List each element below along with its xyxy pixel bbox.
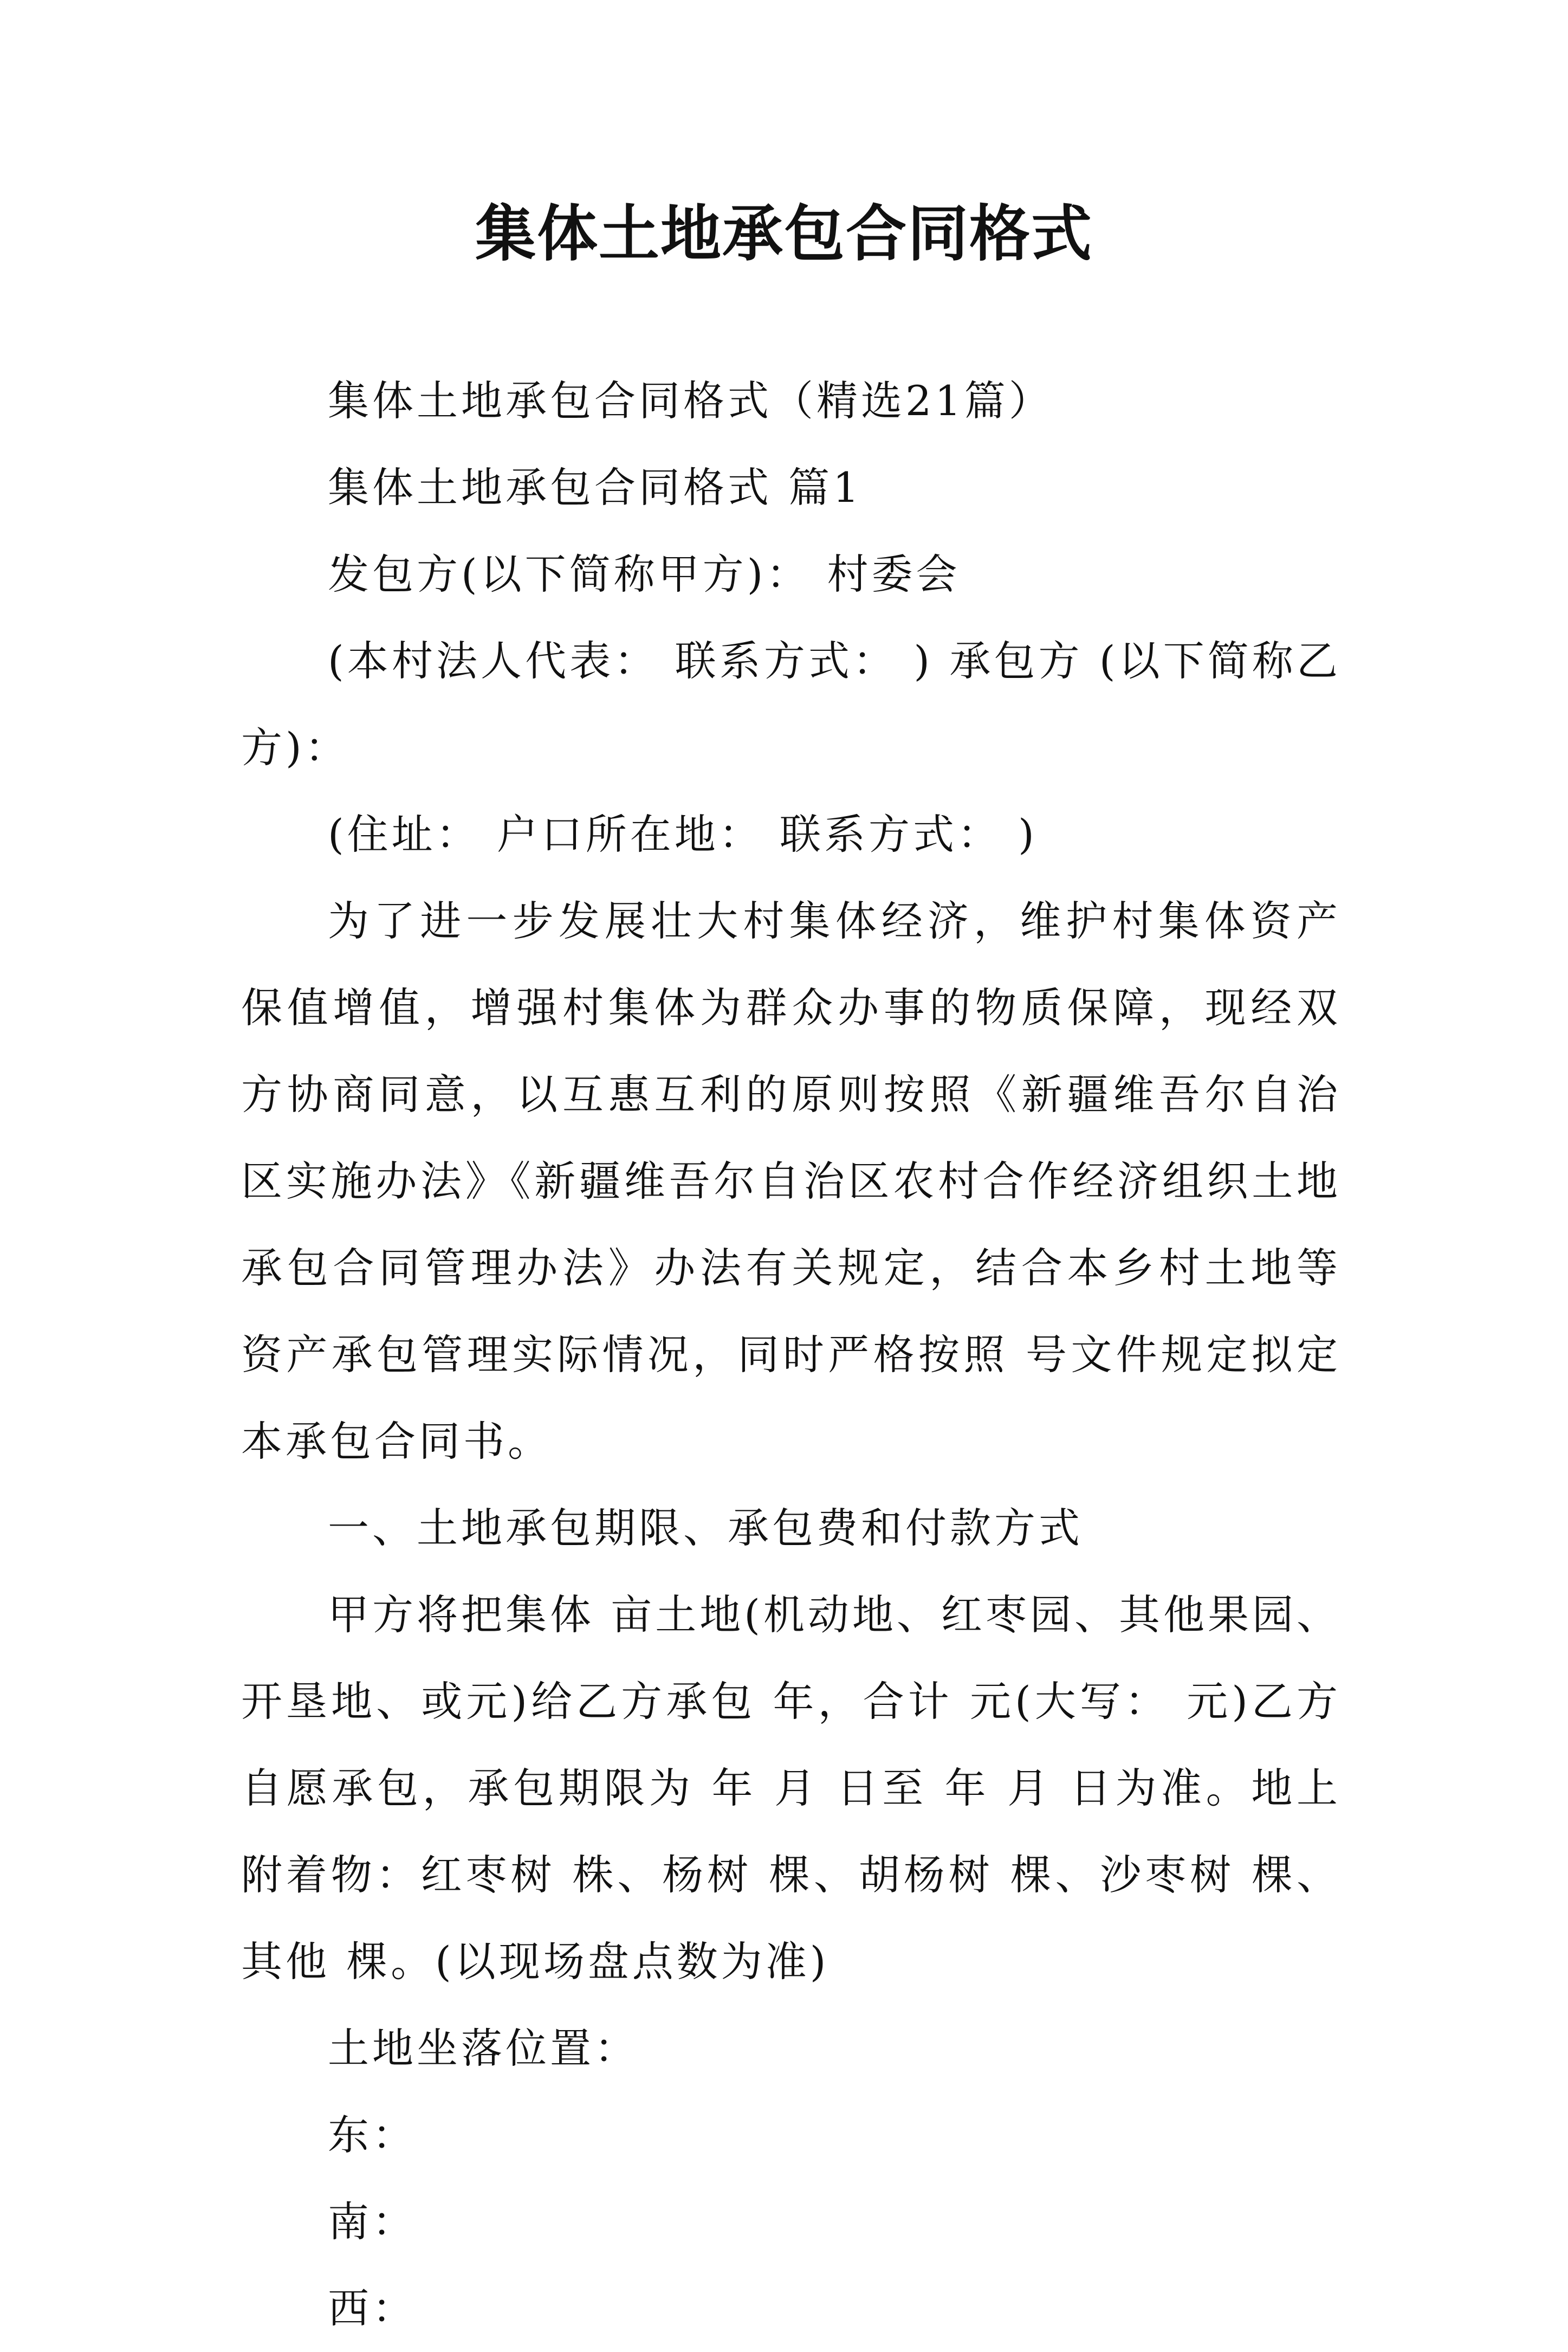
- paragraph-south: 南：: [328, 2198, 417, 2246]
- paragraph-address: (住址： 户口所在地： 联系方式： ): [328, 810, 1038, 858]
- paragraph-east: 东：: [328, 2111, 417, 2159]
- paragraph-clause-heading: 一、土地承包期限、承包费和付款方式: [328, 1504, 1083, 1552]
- paragraph-clause-body: 甲方将把集体 亩土地(机动地、红枣园、其他果园、开垦地、或元)给乙方承包 年，合计 元(大写： 元)乙方自愿承包，承包期限为 年 月 日至 年 月 日为准。地上附着物：红枣树 株、杨树 棵、胡杨树 棵、沙枣树 棵、其他 棵。(以现场盘点数为准): [241, 1591, 1341, 1986]
- paragraph-party-b: (本村法人代表： 联系方式： ) 承包方 (以下简称乙方)：: [241, 637, 1341, 772]
- paragraph-subtitle: 集体土地承包合同格式（精选21篇）: [328, 377, 1053, 425]
- paragraph-west: 西：: [328, 2284, 417, 2332]
- paragraph-party-a: 发包方(以下简称甲方)： 村委会: [328, 550, 961, 598]
- paragraph-location: 土地坐落位置：: [328, 2024, 639, 2072]
- paragraph-preamble: 为了进一步发展壮大村集体经济，维护村集体资产保值增值，增强村集体为群众办事的物质保障，现经双方协商同意，以互惠互利的原则按照《新疆维吾尔自治区实施办法》《新疆维吾尔自治区农村合作经济组织土地承包合同管理办法》办法有关规定，结合本乡村土地等资产承包管理实际情况，同时严格按照 号文件规定拟定本承包合同书。: [241, 897, 1341, 1465]
- paragraph-section-heading: 集体土地承包合同格式 篇1: [328, 463, 863, 512]
- document-body: [241, 358, 1341, 2352]
- document-title: 集体土地承包合同格式: [475, 199, 1093, 269]
